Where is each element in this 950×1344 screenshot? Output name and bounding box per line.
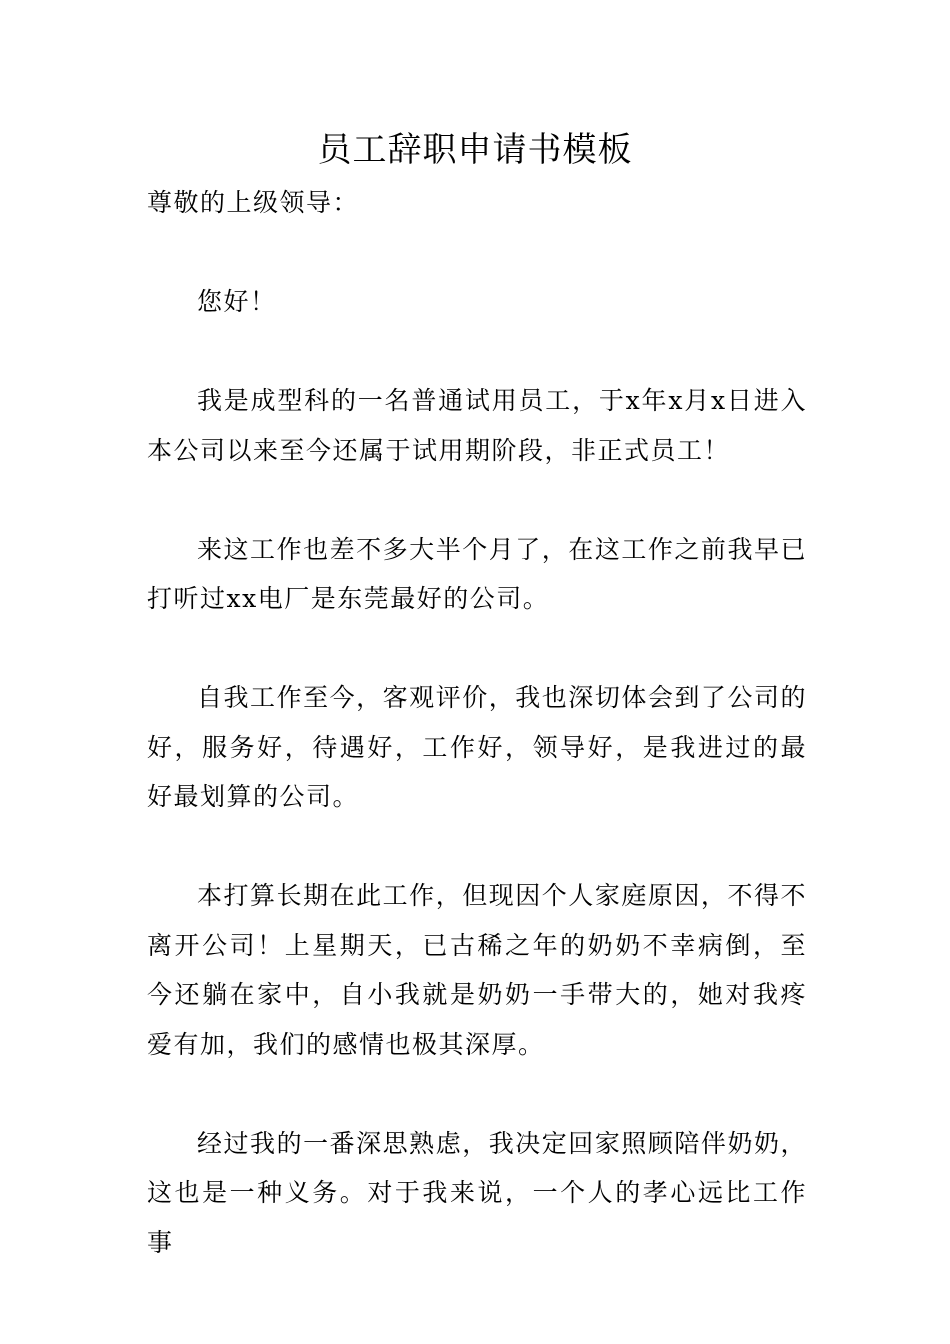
paragraph-intro: 我是成型科的一名普通试用员工，于x年x月x日进入本公司以来至今还属于试用期阶段，非正式员工！ [147,386,807,465]
document-title: 员工辞职申请书模板 [317,130,633,170]
paragraph-evaluation: 自我工作至今，客观评价，我也深切体会到了公司的好，服务好，待遇好，工作好，领导好，是我进过的最好最划算的公司。 [147,683,807,811]
paragraph-reason: 本打算长期在此工作，但现因个人家庭原因，不得不离开公司！上星期天，已古稀之年的奶奶不幸病倒，至今还躺在家中，自小我就是奶奶一手带大的，她对我疼爱有加，我们的感情也极其深厚。 [147,881,807,1059]
salutation: 尊敬的上级领导： [147,188,360,217]
paragraph-decision: 经过我的一番深思熟虑，我决定回家照顾陪伴奶奶，这也是一种义务。对于我来说，一个人的孝心远比工作事 [147,1128,807,1257]
letter-body [147,178,807,1317]
paragraph-background: 来这工作也差不多大半个月了，在这工作之前我早已打听过xx电厂是东莞最好的公司。 [147,534,807,613]
paragraph-greeting: 您好！ [197,287,277,316]
